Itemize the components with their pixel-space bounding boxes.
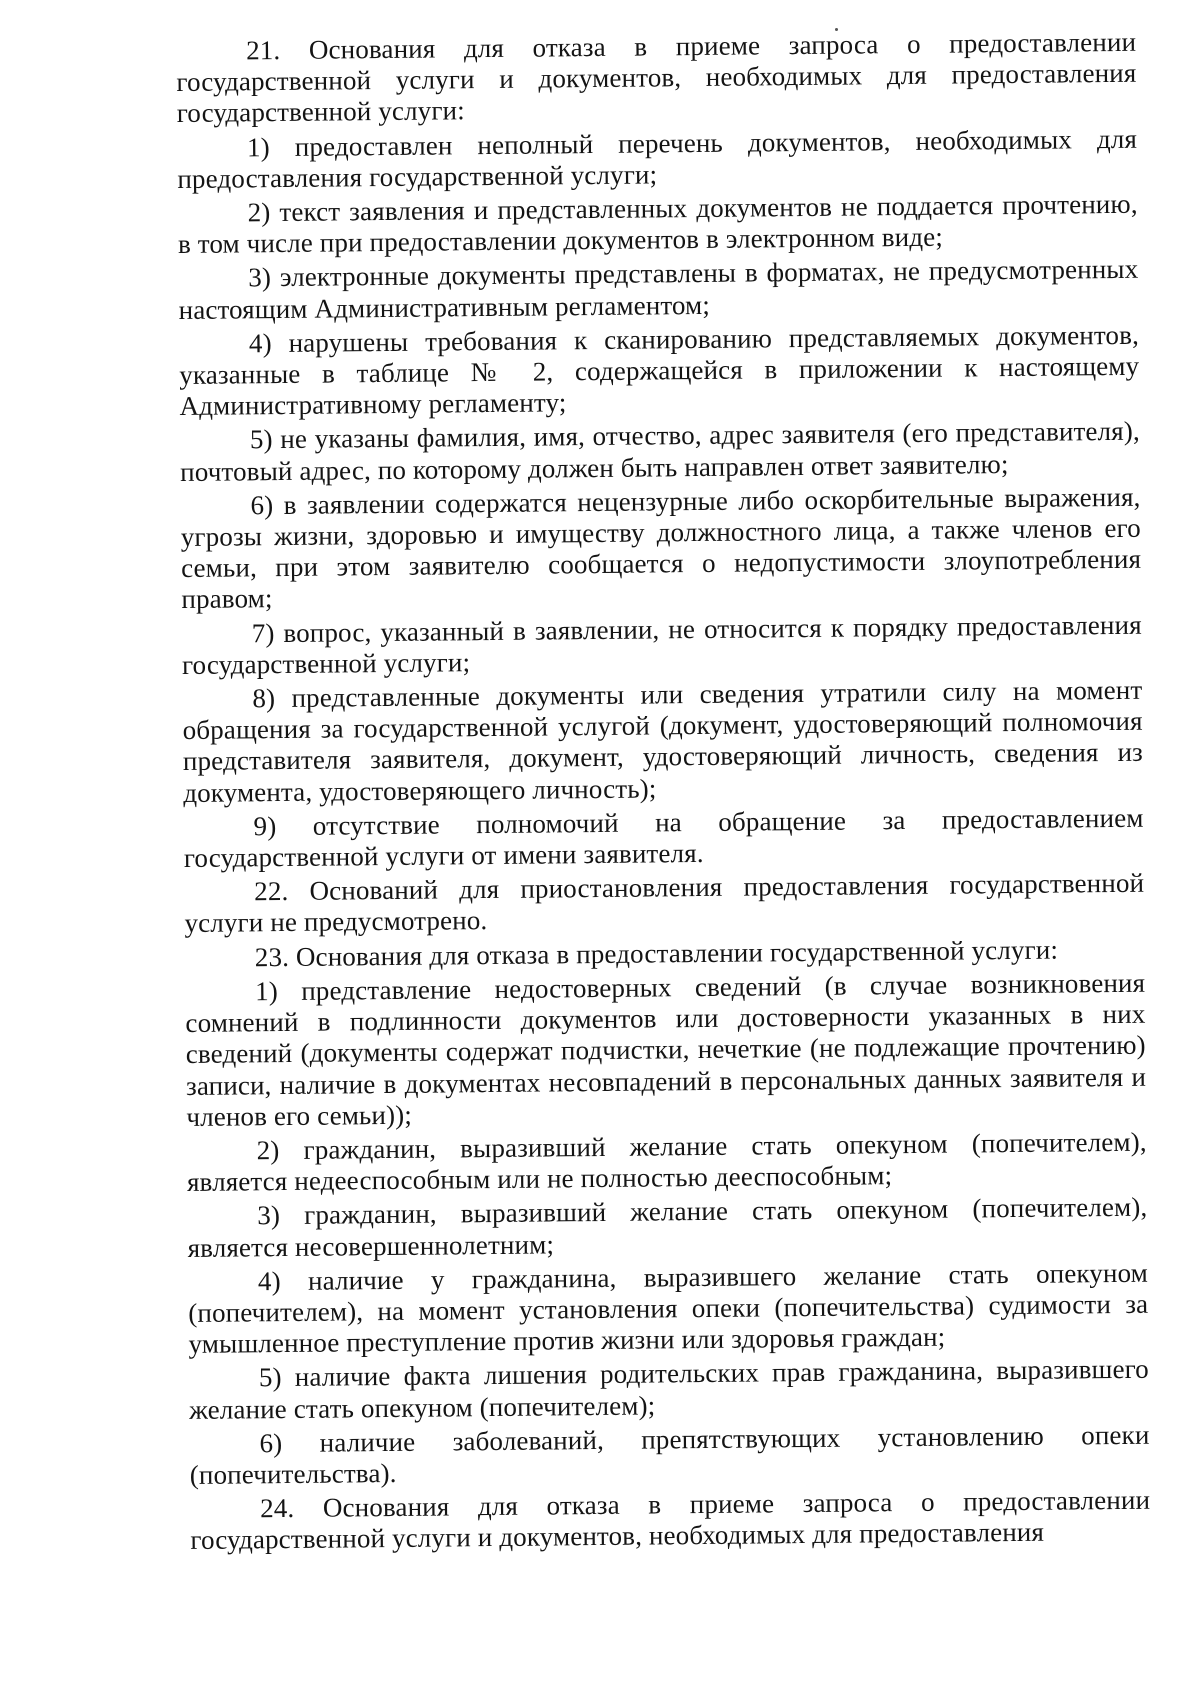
section-23-item-2: 2) гражданин, выразивший желание стать опекуном (попечителем), является недееспособным или не полностью дееспособным;: [186, 1126, 1147, 1198]
section-23-item-6: 6) наличие заболеваний, препятствующих установлению опеки (попечительства).: [189, 1419, 1150, 1490]
section-23-item-5: 5) наличие факта лишения родительских прав гражданина, выразившего желание стать опекуном (попечителем);: [189, 1354, 1149, 1425]
section-22-paragraph: 22. Оснований для приостановления предоставления государственной услуги не предусмотрено.: [184, 868, 1145, 939]
section-21-item-6: 6) в заявлении содержатся нецензурные либо оскорбительные выражения, угрозы жизни, здоровью и имуществу должностного лица, а также членов его семьи, при этом заявителю сообщается о недопустимости злоупотребления правом;: [180, 481, 1142, 615]
section-23-heading: 23. Основания для отказа в предоставлении государственной услуги:: [254, 934, 1059, 972]
section-21-item-3: 3) электронные документы представлены в форматах, не предусмотренных настоящим Административным регламентом;: [178, 254, 1139, 325]
section-21-item-4: 4) нарушены требования к сканированию представляемых документов, указанные в таблице № 2, содержащейся в приложении к настоящему Административному регламенту;: [179, 319, 1140, 422]
section-21-heading: 21. Основания для отказа в приеме запроса о предоставлении государственной услуги и документов, необходимых для предоставления государственной услуги:: [176, 26, 1137, 129]
section-21-item-7: 7) вопрос, указанный в заявлении, не относится к порядку предоставления государственной услуги;: [181, 609, 1142, 680]
section-21-item-5: 5) не указаны фамилия, имя, отчество, адрес заявителя (его представителя), почтовый адрес, по которому должен быть направлен ответ заявителю;: [180, 416, 1140, 487]
section-23-item-3: 3) гражданин, выразивший желание стать опекуном (попечителем), является несовершеннолетним;: [187, 1192, 1148, 1263]
section-23-item-4: 4) наличие у гражданина, выразившего желание стать опекуном (попечителем), на момент установления опеки (попечительства) судимости за умышленное преступление против жизни или здоровья граждан;: [188, 1257, 1149, 1360]
section-21-item-9: 9) отсутствие полномочий на обращение за предоставлением государственной услуги от имени заявителя.: [183, 802, 1144, 874]
document-body: [176, 27, 1151, 1557]
section-23-item-1: 1) представление недостоверных сведений (в случае возникновения сомнений в подлинности документов или достоверности указанных в них сведений (документы содержат подчистки, нечеткие (не подлежащие прочтению) записи, наличие в документах несовпадений в персональных данных заявителя и членов его семьи));: [185, 967, 1147, 1132]
section-24-heading: 24. Основания для отказа в приеме запроса о предоставлении государственной услуги и документов, необходимых для предоставления: [190, 1484, 1151, 1556]
section-21-item-2: 2) текст заявления и представленных документов не поддается прочтению, в том числе при предоставлении документов в электронном виде;: [177, 188, 1138, 260]
section-21-item-1: 1) предоставлен неполный перечень документов, необходимых для предоставления государственной услуги;: [177, 123, 1138, 194]
section-21-item-8: 8) представленные документы или сведения утратили силу на момент обращения за государственной услугой (документ, удостоверяющий полномочия представителя заявителя, документ, удостоверяющий личность, сведения из документа, удостоверяющего личность);: [182, 674, 1144, 808]
